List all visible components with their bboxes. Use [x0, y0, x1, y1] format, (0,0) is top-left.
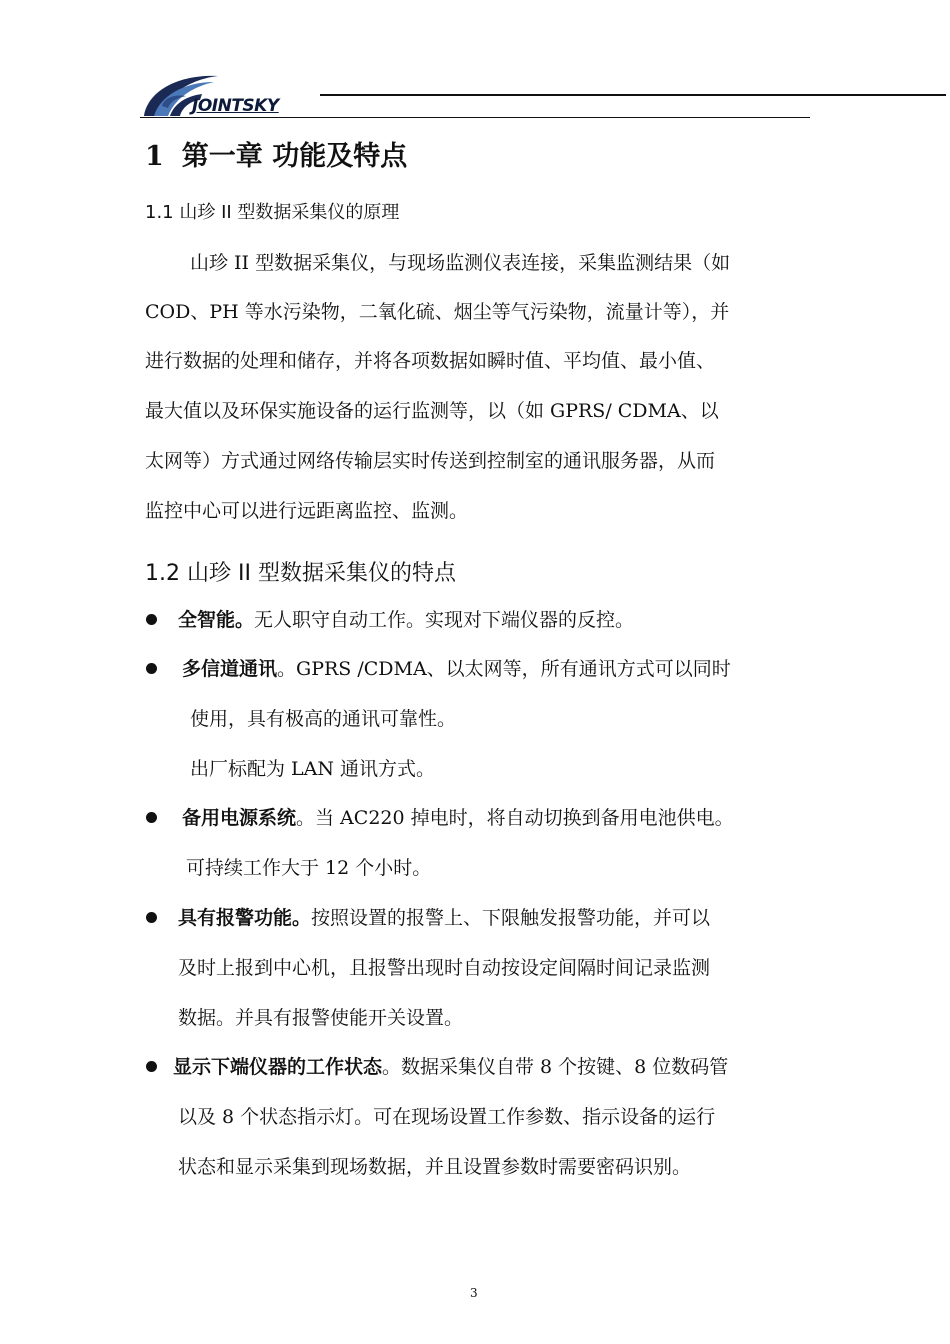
feature-text: 无人职守自动工作。实现对下端仪器的反控。: [254, 609, 635, 631]
section-heading-1-2: 1.2 山珍 II 型数据采集仪的特点: [145, 561, 456, 586]
chapter-number: 1: [145, 141, 164, 172]
feature-continuation: 使用，具有极高的通讯可靠性。: [190, 708, 457, 730]
feature-item: [178, 905, 710, 931]
feature-item: [182, 656, 731, 682]
feature-title: 备用电源系统: [182, 807, 297, 829]
paragraph-line: COD、PH 等水污染物，二氧化硫、烟尘等气污染物，流量计等），并: [145, 301, 730, 323]
feature-title: 多信道通讯: [182, 658, 278, 680]
feature-continuation: 状态和显示采集到现场数据，并且设置参数时需要密码识别。: [178, 1156, 692, 1178]
chapter-title-text: 第一章 功能及特点: [181, 141, 408, 172]
chapter-title: [145, 134, 407, 173]
feature-title: 具有报警功能。: [178, 907, 312, 929]
paragraph-line: 监控中心可以进行远距离监控、监测。: [145, 500, 469, 522]
page-number: 3: [470, 1286, 478, 1300]
bullet-icon: [146, 912, 157, 923]
feature-continuation: 以及 8 个状态指示灯。可在现场设置工作参数、指示设备的运行: [178, 1106, 716, 1128]
feature-title: 显示下端仪器的工作状态: [173, 1056, 383, 1078]
section-heading-1-1: 1.1 山珍 II 型数据采集仪的原理: [145, 202, 400, 223]
feature-text: 。数据采集仪自带 8 个按键、8 位数码管: [382, 1056, 729, 1078]
bullet-icon: [146, 663, 157, 674]
feature-continuation: 及时上报到中心机，且报警出现时自动按设定间隔时间记录监测: [178, 957, 711, 979]
feature-item: [182, 805, 734, 831]
header-rule-top: [320, 94, 946, 96]
bullet-icon: [146, 812, 157, 823]
header-rule-bottom: [140, 117, 810, 118]
feature-continuation: 数据。并具有报警使能开关设置。: [178, 1007, 464, 1029]
paragraph-line: 进行数据的处理和储存，并将各项数据如瞬时值、平均值、最小值、: [145, 350, 716, 372]
paragraph-line: 山珍 II 型数据采集仪，与现场监测仪表连接，采集监测结果（如: [190, 252, 731, 274]
jointsky-logo: [140, 68, 330, 120]
logo-wordmark: JOINTSKY: [192, 96, 279, 116]
feature-continuation: 出厂标配为 LAN 通讯方式。: [190, 758, 436, 780]
bullet-icon: [146, 1061, 157, 1072]
feature-continuation: 可持续工作大于 12 个小时。: [186, 857, 432, 879]
paragraph-line: 太网等）方式通过网络传输层实时传送到控制室的通讯服务器，从而: [145, 450, 716, 472]
bullet-icon: [146, 614, 157, 625]
paragraph-line: 最大值以及环保实施设备的运行监测等，以（如 GPRS/ CDMA、以: [145, 400, 719, 422]
feature-item: [178, 607, 634, 633]
feature-text: 按照设置的报警上、下限触发报警功能，并可以: [311, 907, 711, 929]
feature-title: 全智能。: [178, 609, 255, 631]
feature-item: [173, 1054, 728, 1080]
feature-text: 。GPRS /CDMA、以太网等，所有通讯方式可以同时: [277, 658, 731, 680]
feature-text: 。当 AC220 掉电时，将自动切换到备用电池供电。: [296, 807, 734, 829]
page-header: [140, 68, 810, 120]
